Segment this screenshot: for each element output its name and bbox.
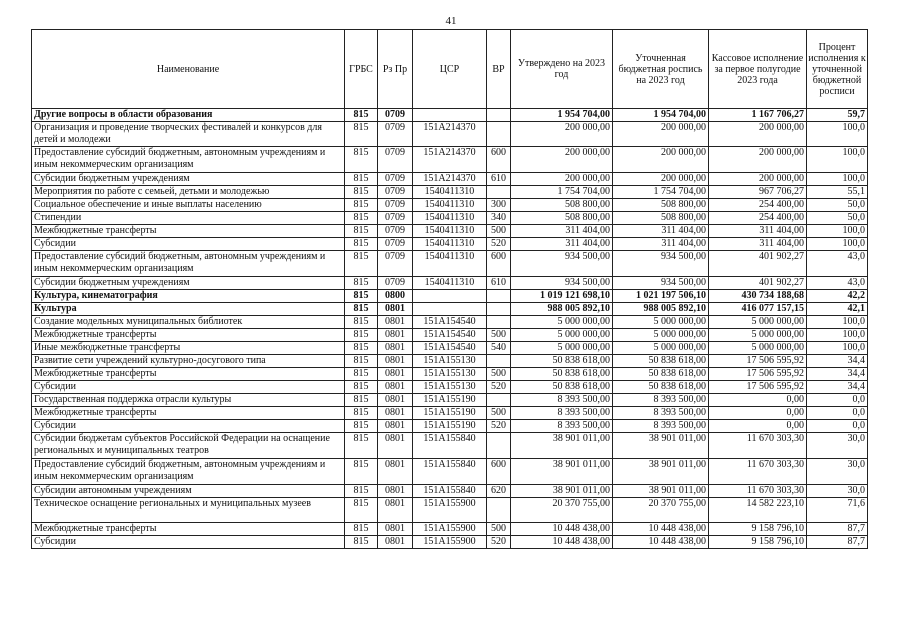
cell-grbs: 815: [345, 381, 378, 394]
cell-csr: 1540411310: [413, 277, 487, 290]
cell-name: Субсидии: [32, 238, 345, 251]
cell-rzpr: 0801: [378, 523, 413, 536]
cell-rzpr: 0709: [378, 147, 413, 173]
cell-refined: 8 393 500,00: [613, 420, 709, 433]
cell-approved: 10 448 438,00: [511, 536, 613, 549]
cell-rzpr: 0709: [378, 212, 413, 225]
cell-vr: 600: [487, 251, 511, 277]
cell-grbs: 815: [345, 316, 378, 329]
cell-cash: 17 506 595,92: [709, 381, 807, 394]
cell-csr: 151А154540: [413, 316, 487, 329]
cell-vr: 500: [487, 329, 511, 342]
cell-refined: 200 000,00: [613, 122, 709, 147]
cell-grbs: 815: [345, 186, 378, 199]
cell-refined: 5 000 000,00: [613, 342, 709, 355]
cell-vr: 500: [487, 225, 511, 238]
cell-csr: 1540411310: [413, 199, 487, 212]
cell-percent: 42,2: [807, 290, 868, 303]
cell-cash: 0,00: [709, 407, 807, 420]
table-row: [32, 212, 868, 225]
cell-percent: 59,7: [807, 109, 868, 122]
cell-grbs: 815: [345, 290, 378, 303]
cell-csr: 151А155840: [413, 459, 487, 485]
cell-rzpr: 0801: [378, 536, 413, 549]
cell-vr: 610: [487, 277, 511, 290]
cell-cash: 11 670 303,30: [709, 433, 807, 459]
table-row: [32, 381, 868, 394]
cell-vr: [487, 498, 511, 523]
cell-vr: 520: [487, 536, 511, 549]
cell-refined: 988 005 892,10: [613, 303, 709, 316]
cell-approved: 5 000 000,00: [511, 316, 613, 329]
cell-approved: 311 404,00: [511, 225, 613, 238]
header-grbs: ГРБС: [345, 30, 378, 109]
cell-grbs: 815: [345, 212, 378, 225]
cell-approved: 1 754 704,00: [511, 186, 613, 199]
cell-grbs: 815: [345, 147, 378, 173]
cell-name: Иные межбюджетные трансферты: [32, 342, 345, 355]
cell-csr: 1540411310: [413, 238, 487, 251]
cell-rzpr: 0709: [378, 238, 413, 251]
cell-percent: 100,0: [807, 147, 868, 173]
cell-grbs: 815: [345, 251, 378, 277]
cell-approved: 508 800,00: [511, 199, 613, 212]
header-cash: Кассовое исполнение за первое полугодие 2023 года: [709, 30, 807, 109]
cell-csr: [413, 109, 487, 122]
cell-approved: 508 800,00: [511, 212, 613, 225]
cell-refined: 5 000 000,00: [613, 316, 709, 329]
cell-cash: 17 506 595,92: [709, 355, 807, 368]
table-header-row: [32, 30, 868, 109]
cell-refined: 1 021 197 506,10: [613, 290, 709, 303]
cell-refined: 50 838 618,00: [613, 368, 709, 381]
cell-name: Субсидии: [32, 420, 345, 433]
cell-refined: 508 800,00: [613, 199, 709, 212]
cell-approved: 1 019 121 698,10: [511, 290, 613, 303]
cell-grbs: 815: [345, 122, 378, 147]
cell-percent: 71,6: [807, 498, 868, 523]
cell-grbs: 815: [345, 407, 378, 420]
cell-rzpr: 0801: [378, 394, 413, 407]
cell-refined: 50 838 618,00: [613, 381, 709, 394]
header-approved: Утверждено на 2023 год: [511, 30, 613, 109]
table-row: [32, 498, 868, 523]
cell-cash: 254 400,00: [709, 212, 807, 225]
header-refined: Уточненная бюджетная роспись на 2023 год: [613, 30, 709, 109]
cell-vr: 520: [487, 381, 511, 394]
cell-vr: 600: [487, 147, 511, 173]
cell-name: Организация и проведение творческих фестивалей и конкурсов для детей и молодежи: [32, 122, 345, 147]
cell-percent: 34,4: [807, 368, 868, 381]
cell-name: Межбюджетные трансферты: [32, 329, 345, 342]
header-vr: ВР: [487, 30, 511, 109]
cell-grbs: 815: [345, 342, 378, 355]
table-row: [32, 109, 868, 122]
table-row: [32, 342, 868, 355]
cell-csr: 151А155130: [413, 355, 487, 368]
cell-approved: 38 901 011,00: [511, 459, 613, 485]
cell-grbs: 815: [345, 420, 378, 433]
cell-refined: 10 448 438,00: [613, 523, 709, 536]
cell-percent: 100,0: [807, 122, 868, 147]
cell-csr: 1540411310: [413, 212, 487, 225]
cell-name: Техническое оснащение региональных и муниципальных музеев: [32, 498, 345, 523]
cell-name: Социальное обеспечение и иные выплаты населению: [32, 199, 345, 212]
cell-refined: 8 393 500,00: [613, 407, 709, 420]
cell-refined: 38 901 011,00: [613, 485, 709, 498]
cell-approved: 311 404,00: [511, 238, 613, 251]
cell-approved: 988 005 892,10: [511, 303, 613, 316]
cell-percent: 100,0: [807, 225, 868, 238]
header-percent: Процент исполнения к уточненной бюджетной росписи: [807, 30, 868, 109]
cell-cash: 5 000 000,00: [709, 342, 807, 355]
table-row: [32, 394, 868, 407]
cell-refined: 5 000 000,00: [613, 329, 709, 342]
cell-grbs: 815: [345, 355, 378, 368]
cell-approved: 200 000,00: [511, 122, 613, 147]
cell-cash: 9 158 796,10: [709, 523, 807, 536]
table-row: [32, 147, 868, 173]
cell-csr: 151А214370: [413, 122, 487, 147]
table-row: [32, 523, 868, 536]
cell-csr: 151А155130: [413, 381, 487, 394]
page-number: 41: [445, 15, 457, 27]
cell-csr: 1540411310: [413, 225, 487, 238]
table-row: [32, 420, 868, 433]
cell-grbs: 815: [345, 498, 378, 523]
cell-csr: 151А155840: [413, 433, 487, 459]
cell-refined: 508 800,00: [613, 212, 709, 225]
cell-rzpr: 0709: [378, 225, 413, 238]
cell-rzpr: 0801: [378, 433, 413, 459]
table-row: [32, 186, 868, 199]
table-row: [32, 485, 868, 498]
cell-grbs: 815: [345, 277, 378, 290]
cell-vr: [487, 122, 511, 147]
cell-csr: 151А155900: [413, 523, 487, 536]
cell-grbs: 815: [345, 459, 378, 485]
cell-grbs: 815: [345, 523, 378, 536]
cell-vr: [487, 433, 511, 459]
cell-csr: 151А155190: [413, 420, 487, 433]
cell-rzpr: 0709: [378, 122, 413, 147]
cell-name: Межбюджетные трансферты: [32, 523, 345, 536]
cell-name: Субсидии автономным учреждениям: [32, 485, 345, 498]
cell-refined: 311 404,00: [613, 225, 709, 238]
cell-refined: 200 000,00: [613, 147, 709, 173]
cell-vr: [487, 355, 511, 368]
cell-vr: [487, 186, 511, 199]
cell-percent: 87,7: [807, 536, 868, 549]
cell-refined: 20 370 755,00: [613, 498, 709, 523]
cell-refined: 38 901 011,00: [613, 459, 709, 485]
cell-name: Субсидии бюджетам субъектов Российской Федерации на оснащение региональных и муниципальных театров: [32, 433, 345, 459]
cell-csr: 1540411310: [413, 186, 487, 199]
cell-percent: 43,0: [807, 277, 868, 290]
cell-rzpr: 0801: [378, 342, 413, 355]
cell-cash: 17 506 595,92: [709, 368, 807, 381]
table-row: [32, 433, 868, 459]
cell-approved: 8 393 500,00: [511, 420, 613, 433]
cell-vr: 600: [487, 459, 511, 485]
table-row: [32, 536, 868, 549]
cell-percent: 100,0: [807, 238, 868, 251]
table-row: [32, 238, 868, 251]
cell-approved: 50 838 618,00: [511, 355, 613, 368]
cell-percent: 30,0: [807, 485, 868, 498]
cell-approved: 200 000,00: [511, 147, 613, 173]
cell-percent: 0,0: [807, 407, 868, 420]
cell-vr: [487, 290, 511, 303]
cell-name: Предоставление субсидий бюджетным, автономным учреждениям и иным некоммерческим организациям: [32, 459, 345, 485]
cell-percent: 100,0: [807, 329, 868, 342]
cell-csr: [413, 303, 487, 316]
cell-rzpr: 0709: [378, 186, 413, 199]
cell-name: Субсидии: [32, 536, 345, 549]
cell-approved: 8 393 500,00: [511, 407, 613, 420]
cell-name: Субсидии бюджетным учреждениям: [32, 173, 345, 186]
cell-cash: 311 404,00: [709, 238, 807, 251]
cell-rzpr: 0801: [378, 485, 413, 498]
cell-grbs: 815: [345, 433, 378, 459]
cell-rzpr: 0801: [378, 368, 413, 381]
cell-grbs: 815: [345, 173, 378, 186]
cell-approved: 38 901 011,00: [511, 433, 613, 459]
cell-refined: 8 393 500,00: [613, 394, 709, 407]
cell-rzpr: 0801: [378, 498, 413, 523]
cell-cash: 5 000 000,00: [709, 316, 807, 329]
cell-grbs: 815: [345, 536, 378, 549]
cell-grbs: 815: [345, 238, 378, 251]
cell-grbs: 815: [345, 225, 378, 238]
cell-csr: 151А155900: [413, 536, 487, 549]
cell-refined: 10 448 438,00: [613, 536, 709, 549]
cell-percent: 50,0: [807, 199, 868, 212]
cell-name: Развитие сети учреждений культурно-досугового типа: [32, 355, 345, 368]
cell-csr: 151А154540: [413, 329, 487, 342]
cell-csr: 151А155840: [413, 485, 487, 498]
cell-cash: 311 404,00: [709, 225, 807, 238]
cell-approved: 5 000 000,00: [511, 329, 613, 342]
cell-approved: 8 393 500,00: [511, 394, 613, 407]
cell-vr: 520: [487, 238, 511, 251]
cell-name: Предоставление субсидий бюджетным, автономным учреждениям и иным некоммерческим организациям: [32, 147, 345, 173]
table-row: [32, 407, 868, 420]
cell-cash: 200 000,00: [709, 173, 807, 186]
cell-rzpr: 0709: [378, 277, 413, 290]
table-row: [32, 290, 868, 303]
cell-percent: 100,0: [807, 316, 868, 329]
cell-refined: 1 954 704,00: [613, 109, 709, 122]
cell-cash: 9 158 796,10: [709, 536, 807, 549]
cell-cash: 0,00: [709, 394, 807, 407]
cell-rzpr: 0709: [378, 199, 413, 212]
cell-vr: [487, 109, 511, 122]
cell-rzpr: 0709: [378, 109, 413, 122]
cell-csr: [413, 290, 487, 303]
cell-refined: 50 838 618,00: [613, 355, 709, 368]
cell-csr: 151А155130: [413, 368, 487, 381]
cell-approved: 20 370 755,00: [511, 498, 613, 523]
table-row: [32, 173, 868, 186]
cell-name: Другие вопросы в области образования: [32, 109, 345, 122]
cell-rzpr: 0801: [378, 316, 413, 329]
table-row: [32, 368, 868, 381]
cell-cash: 14 582 223,10: [709, 498, 807, 523]
cell-rzpr: 0800: [378, 290, 413, 303]
cell-grbs: 815: [345, 199, 378, 212]
cell-name: Государственная поддержка отрасли культуры: [32, 394, 345, 407]
cell-name: Субсидии бюджетным учреждениям: [32, 277, 345, 290]
cell-cash: 200 000,00: [709, 147, 807, 173]
cell-vr: 340: [487, 212, 511, 225]
cell-name: Межбюджетные трансферты: [32, 407, 345, 420]
cell-csr: 1540411310: [413, 251, 487, 277]
cell-approved: 934 500,00: [511, 277, 613, 290]
cell-csr: 151А155190: [413, 407, 487, 420]
cell-refined: 934 500,00: [613, 251, 709, 277]
table-row: [32, 459, 868, 485]
cell-name: Культура, кинематография: [32, 290, 345, 303]
cell-grbs: 815: [345, 329, 378, 342]
cell-rzpr: 0801: [378, 303, 413, 316]
table-row: [32, 199, 868, 212]
cell-name: Мероприятия по работе с семьей, детьми и молодежью: [32, 186, 345, 199]
cell-percent: 100,0: [807, 342, 868, 355]
cell-cash: 967 706,27: [709, 186, 807, 199]
table-row: [32, 122, 868, 147]
table-row: [32, 251, 868, 277]
cell-approved: 5 000 000,00: [511, 342, 613, 355]
header-name: Наименование: [32, 30, 345, 109]
cell-csr: 151А214370: [413, 173, 487, 186]
cell-grbs: 815: [345, 394, 378, 407]
cell-name: Стипендии: [32, 212, 345, 225]
cell-rzpr: 0709: [378, 173, 413, 186]
cell-vr: [487, 394, 511, 407]
cell-percent: 42,1: [807, 303, 868, 316]
cell-vr: [487, 303, 511, 316]
cell-refined: 1 754 704,00: [613, 186, 709, 199]
cell-percent: 55,1: [807, 186, 868, 199]
cell-cash: 254 400,00: [709, 199, 807, 212]
cell-cash: 200 000,00: [709, 122, 807, 147]
cell-vr: 300: [487, 199, 511, 212]
cell-name: Создание модельных муниципальных библиотек: [32, 316, 345, 329]
cell-grbs: 815: [345, 109, 378, 122]
cell-approved: 1 954 704,00: [511, 109, 613, 122]
cell-refined: 934 500,00: [613, 277, 709, 290]
table-row: [32, 225, 868, 238]
cell-vr: 520: [487, 420, 511, 433]
cell-grbs: 815: [345, 368, 378, 381]
table-row: [32, 329, 868, 342]
cell-rzpr: 0801: [378, 407, 413, 420]
cell-rzpr: 0801: [378, 329, 413, 342]
cell-vr: 500: [487, 523, 511, 536]
cell-approved: 10 448 438,00: [511, 523, 613, 536]
cell-cash: 11 670 303,30: [709, 459, 807, 485]
cell-cash: 401 902,27: [709, 277, 807, 290]
cell-refined: 311 404,00: [613, 238, 709, 251]
cell-csr: 151А154540: [413, 342, 487, 355]
cell-vr: 500: [487, 407, 511, 420]
cell-rzpr: 0801: [378, 381, 413, 394]
cell-vr: 620: [487, 485, 511, 498]
cell-cash: 401 902,27: [709, 251, 807, 277]
cell-vr: 540: [487, 342, 511, 355]
cell-name: Предоставление субсидий бюджетным, автономным учреждениям и иным некоммерческим организациям: [32, 251, 345, 277]
cell-percent: 100,0: [807, 173, 868, 186]
cell-cash: 416 077 157,15: [709, 303, 807, 316]
cell-percent: 30,0: [807, 459, 868, 485]
header-rzpr: Рз Пр: [378, 30, 413, 109]
cell-percent: 34,4: [807, 381, 868, 394]
cell-percent: 43,0: [807, 251, 868, 277]
cell-cash: 430 734 188,68: [709, 290, 807, 303]
cell-vr: 500: [487, 368, 511, 381]
cell-percent: 0,0: [807, 420, 868, 433]
table-row: [32, 355, 868, 368]
cell-percent: 30,0: [807, 433, 868, 459]
cell-percent: 34,4: [807, 355, 868, 368]
table-row: [32, 303, 868, 316]
cell-name: Субсидии: [32, 381, 345, 394]
cell-grbs: 815: [345, 485, 378, 498]
cell-approved: 50 838 618,00: [511, 381, 613, 394]
cell-vr: 610: [487, 173, 511, 186]
cell-cash: 5 000 000,00: [709, 329, 807, 342]
cell-name: Культура: [32, 303, 345, 316]
cell-refined: 200 000,00: [613, 173, 709, 186]
header-csr: ЦСР: [413, 30, 487, 109]
cell-cash: 1 167 706,27: [709, 109, 807, 122]
cell-refined: 38 901 011,00: [613, 433, 709, 459]
cell-csr: 151А155900: [413, 498, 487, 523]
cell-cash: 11 670 303,30: [709, 485, 807, 498]
cell-cash: 0,00: [709, 420, 807, 433]
table-body: [32, 109, 868, 549]
cell-rzpr: 0801: [378, 355, 413, 368]
cell-csr: 151А155190: [413, 394, 487, 407]
table-row: [32, 316, 868, 329]
cell-csr: 151А214370: [413, 147, 487, 173]
cell-percent: 87,7: [807, 523, 868, 536]
cell-approved: 200 000,00: [511, 173, 613, 186]
cell-approved: 50 838 618,00: [511, 368, 613, 381]
cell-rzpr: 0801: [378, 420, 413, 433]
cell-name: Межбюджетные трансферты: [32, 225, 345, 238]
cell-approved: 934 500,00: [511, 251, 613, 277]
cell-grbs: 815: [345, 303, 378, 316]
cell-rzpr: 0709: [378, 251, 413, 277]
cell-percent: 50,0: [807, 212, 868, 225]
cell-name: Межбюджетные трансферты: [32, 368, 345, 381]
cell-vr: [487, 316, 511, 329]
cell-percent: 0,0: [807, 394, 868, 407]
table-row: [32, 277, 868, 290]
cell-approved: 38 901 011,00: [511, 485, 613, 498]
budget-table: [31, 29, 868, 549]
cell-rzpr: 0801: [378, 459, 413, 485]
